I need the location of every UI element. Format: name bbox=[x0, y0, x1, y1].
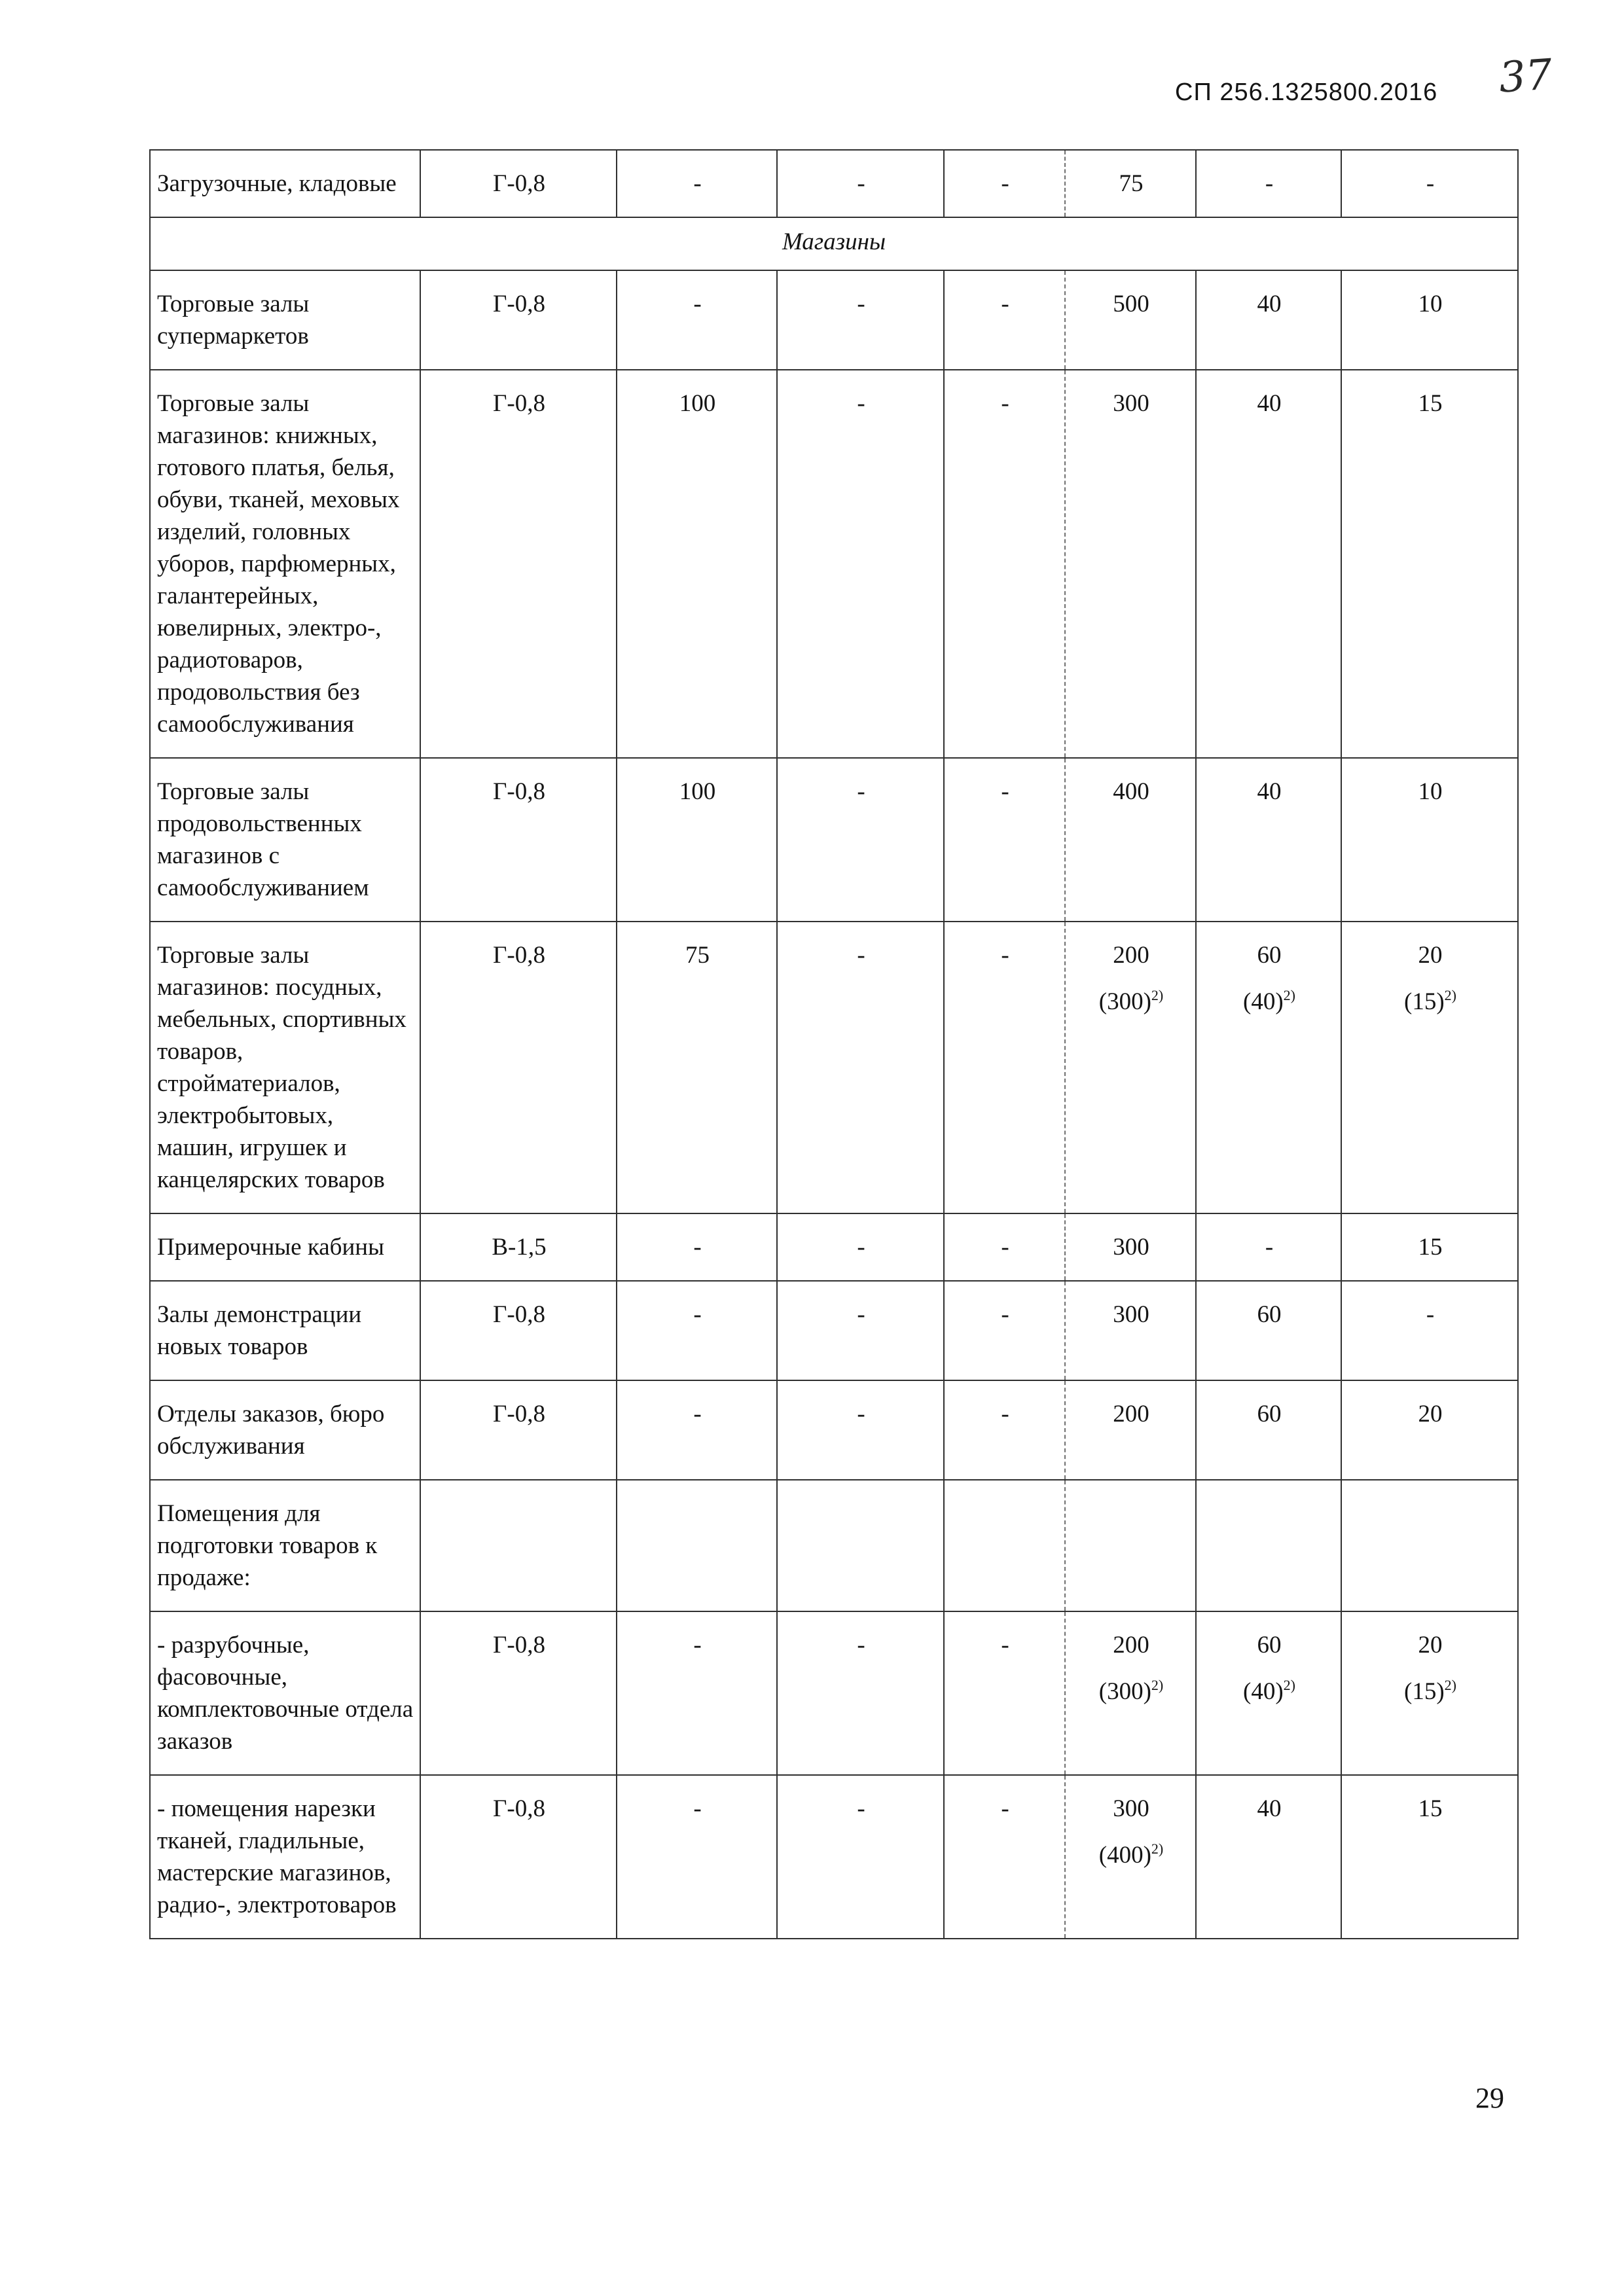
value-cell bbox=[1196, 1611, 1341, 1775]
value-text: - bbox=[1001, 1795, 1009, 1822]
value-cell bbox=[1065, 1775, 1196, 1939]
room-type-cell: Помещения для подготовки товаров к продаже: bbox=[150, 1480, 420, 1611]
value-cell bbox=[1341, 1380, 1518, 1480]
value-text: Г-0,8 bbox=[493, 942, 545, 969]
room-type-cell: Торговые залы магазинов: посудных, мебельных, спортивных товаров, стройматериалов, электробытовых, машин, игрушек и канцелярских товаров bbox=[150, 922, 420, 1213]
alternative-value bbox=[1203, 1676, 1335, 1708]
value-cell bbox=[944, 758, 1065, 922]
alternative-value bbox=[1203, 986, 1335, 1018]
value-cell bbox=[420, 370, 617, 758]
room-type-cell: Торговые залы продовольственных магазинов с самообслуживанием bbox=[150, 758, 420, 922]
alternative-value-text: (300) bbox=[1098, 988, 1151, 1015]
document-code: СП 256.1325800.2016 bbox=[1175, 79, 1438, 106]
value-cell bbox=[1341, 270, 1518, 370]
value-cell bbox=[1341, 1213, 1518, 1281]
value-cell bbox=[1065, 1480, 1196, 1611]
value-text: 200 bbox=[1113, 942, 1149, 969]
section-title: Магазины bbox=[150, 217, 1518, 270]
value-text: - bbox=[857, 942, 865, 969]
value-cell bbox=[944, 1213, 1065, 1281]
value-text: - bbox=[693, 291, 702, 317]
value-text: - bbox=[693, 1632, 702, 1659]
value-text: 200 bbox=[1113, 1401, 1149, 1427]
value-cell bbox=[777, 1480, 944, 1611]
value-cell bbox=[777, 1213, 944, 1281]
value-cell bbox=[1065, 150, 1196, 217]
value-text: 60 bbox=[1257, 1301, 1282, 1328]
value-text: - bbox=[857, 390, 865, 417]
value-cell bbox=[420, 1480, 617, 1611]
value-cell bbox=[420, 1611, 617, 1775]
value-text: - bbox=[1265, 1234, 1274, 1261]
value-cell bbox=[944, 1611, 1065, 1775]
value-cell bbox=[1341, 1775, 1518, 1939]
value-text: - bbox=[1426, 170, 1435, 197]
value-text: 15 bbox=[1418, 1234, 1443, 1261]
lighting-norms-table bbox=[149, 149, 1519, 1939]
footnote-mark: 2) bbox=[1151, 987, 1164, 1003]
value-cell bbox=[1196, 1281, 1341, 1380]
value-cell bbox=[617, 1213, 777, 1281]
table-row bbox=[150, 1775, 1518, 1939]
alternative-value-text: (400) bbox=[1098, 1842, 1151, 1869]
footnote-mark: 2) bbox=[1283, 1677, 1295, 1693]
value-text: Г-0,8 bbox=[493, 1401, 545, 1427]
table-row bbox=[150, 1480, 1518, 1611]
value-cell bbox=[1341, 758, 1518, 922]
value-cell bbox=[1196, 758, 1341, 922]
value-text: - bbox=[1001, 1632, 1009, 1659]
value-text: 100 bbox=[679, 778, 716, 805]
value-cell bbox=[1196, 1480, 1341, 1611]
value-text: 60 bbox=[1257, 1632, 1282, 1659]
table-row bbox=[150, 1380, 1518, 1480]
value-text: 60 bbox=[1257, 1401, 1282, 1427]
value-text: 300 bbox=[1113, 1795, 1149, 1822]
value-cell bbox=[1065, 270, 1196, 370]
value-cell bbox=[1341, 150, 1518, 217]
value-cell bbox=[617, 1480, 777, 1611]
handwritten-page-mark: 37 bbox=[1497, 50, 1554, 103]
value-cell bbox=[1065, 1281, 1196, 1380]
value-cell bbox=[420, 1281, 617, 1380]
value-cell bbox=[1196, 1213, 1341, 1281]
value-text: 15 bbox=[1418, 1795, 1443, 1822]
value-cell bbox=[944, 150, 1065, 217]
footnote-mark: 2) bbox=[1151, 1677, 1164, 1693]
value-text: - bbox=[857, 291, 865, 317]
value-cell bbox=[420, 1380, 617, 1480]
value-text: - bbox=[857, 778, 865, 805]
value-cell bbox=[777, 150, 944, 217]
value-cell bbox=[617, 1775, 777, 1939]
table-row bbox=[150, 922, 1518, 1213]
value-text: - bbox=[857, 1632, 865, 1659]
table-row bbox=[150, 370, 1518, 758]
value-cell bbox=[1196, 922, 1341, 1213]
value-text: 100 bbox=[679, 390, 716, 417]
table-body-before-section bbox=[150, 150, 1518, 217]
value-text: 75 bbox=[685, 942, 710, 969]
value-cell bbox=[777, 758, 944, 922]
value-cell bbox=[1065, 1611, 1196, 1775]
value-cell bbox=[777, 270, 944, 370]
value-cell bbox=[420, 758, 617, 922]
table-row bbox=[150, 1611, 1518, 1775]
value-text: Г-0,8 bbox=[493, 1632, 545, 1659]
alternative-value-text: (300) bbox=[1098, 1678, 1151, 1705]
value-text: - bbox=[857, 1234, 865, 1261]
value-cell bbox=[944, 1775, 1065, 1939]
value-text: - bbox=[1426, 1301, 1435, 1328]
value-cell bbox=[617, 922, 777, 1213]
value-text: 200 bbox=[1113, 1632, 1149, 1659]
table-row bbox=[150, 270, 1518, 370]
room-type-cell: Торговые залы супермаркетов bbox=[150, 270, 420, 370]
table-row bbox=[150, 1281, 1518, 1380]
value-cell bbox=[777, 1611, 944, 1775]
value-cell bbox=[1341, 370, 1518, 758]
page-number: 29 bbox=[1475, 2082, 1504, 2114]
value-cell bbox=[1341, 1281, 1518, 1380]
value-cell bbox=[617, 1281, 777, 1380]
value-cell bbox=[777, 370, 944, 758]
value-text: 40 bbox=[1257, 1795, 1282, 1822]
alternative-value bbox=[1072, 986, 1190, 1018]
value-text: - bbox=[1001, 778, 1009, 805]
value-cell bbox=[617, 1611, 777, 1775]
value-cell bbox=[777, 1775, 944, 1939]
value-cell bbox=[1341, 922, 1518, 1213]
value-cell bbox=[1196, 370, 1341, 758]
value-text: - bbox=[1265, 170, 1274, 197]
alternative-value bbox=[1072, 1676, 1190, 1708]
footnote-mark: 2) bbox=[1283, 987, 1295, 1003]
value-text: В-1,5 bbox=[492, 1234, 547, 1261]
value-text: - bbox=[1001, 942, 1009, 969]
value-text: - bbox=[1001, 170, 1009, 197]
value-text: - bbox=[693, 1301, 702, 1328]
value-cell bbox=[617, 1380, 777, 1480]
value-cell bbox=[420, 1775, 617, 1939]
value-cell bbox=[1065, 758, 1196, 922]
value-text: Г-0,8 bbox=[493, 170, 545, 197]
footnote-mark: 2) bbox=[1444, 1677, 1456, 1693]
value-cell bbox=[1341, 1480, 1518, 1611]
value-cell bbox=[617, 370, 777, 758]
room-type-cell: - помещения нарезки тканей, гладильные, мастерские магазинов, радио-, электротоваров bbox=[150, 1775, 420, 1939]
value-cell bbox=[617, 758, 777, 922]
value-text: - bbox=[693, 170, 702, 197]
value-text: - bbox=[693, 1401, 702, 1427]
value-text: 10 bbox=[1418, 778, 1443, 805]
table-row bbox=[150, 758, 1518, 922]
value-text: - bbox=[1001, 1401, 1009, 1427]
value-cell bbox=[420, 922, 617, 1213]
value-cell bbox=[617, 150, 777, 217]
value-text: 60 bbox=[1257, 942, 1282, 969]
footnote-mark: 2) bbox=[1151, 1840, 1164, 1857]
value-cell bbox=[1065, 370, 1196, 758]
value-text: - bbox=[693, 1234, 702, 1261]
value-cell bbox=[944, 1281, 1065, 1380]
value-cell bbox=[944, 922, 1065, 1213]
value-text: - bbox=[1001, 1234, 1009, 1261]
value-text: - bbox=[1001, 390, 1009, 417]
alternative-value-text: (40) bbox=[1243, 1678, 1284, 1705]
value-cell bbox=[1341, 1611, 1518, 1775]
value-text: 20 bbox=[1418, 1632, 1443, 1659]
value-cell bbox=[944, 1480, 1065, 1611]
value-text: 40 bbox=[1257, 778, 1282, 805]
table-row bbox=[150, 1213, 1518, 1281]
alternative-value-text: (15) bbox=[1404, 1678, 1445, 1705]
value-text: 40 bbox=[1257, 390, 1282, 417]
value-text: - bbox=[693, 1795, 702, 1822]
footnote-mark: 2) bbox=[1444, 987, 1456, 1003]
alternative-value-text: (15) bbox=[1404, 988, 1445, 1015]
value-cell bbox=[1065, 1380, 1196, 1480]
room-type-cell: Отделы заказов, бюро обслуживания bbox=[150, 1380, 420, 1480]
value-cell bbox=[777, 1281, 944, 1380]
value-cell bbox=[420, 270, 617, 370]
value-text: Г-0,8 bbox=[493, 291, 545, 317]
table-body-shops bbox=[150, 270, 1518, 1939]
value-text: 75 bbox=[1119, 170, 1144, 197]
value-text: 300 bbox=[1113, 390, 1149, 417]
value-text: 10 bbox=[1418, 291, 1443, 317]
value-text: Г-0,8 bbox=[493, 1301, 545, 1328]
value-cell bbox=[1065, 1213, 1196, 1281]
value-cell bbox=[420, 1213, 617, 1281]
value-text: 300 bbox=[1113, 1301, 1149, 1328]
value-cell bbox=[1196, 270, 1341, 370]
room-type-cell: Торговые залы магазинов: книжных, готового платья, белья, обуви, тканей, меховых изделий, головных уборов, парфюмерных, галантерейных, ювелирных, электро-, радиотоваров, продовольствия без самообслуживания bbox=[150, 370, 420, 758]
alternative-value-text: (40) bbox=[1243, 988, 1284, 1015]
value-cell bbox=[777, 922, 944, 1213]
value-text: 15 bbox=[1418, 390, 1443, 417]
value-text: - bbox=[1001, 1301, 1009, 1328]
value-cell bbox=[1196, 1380, 1341, 1480]
value-text: 500 bbox=[1113, 291, 1149, 317]
value-text: - bbox=[857, 1401, 865, 1427]
value-cell bbox=[617, 270, 777, 370]
room-type-cell: Загрузочные, кладовые bbox=[150, 150, 420, 217]
table-row bbox=[150, 150, 1518, 217]
room-type-cell: Примерочные кабины bbox=[150, 1213, 420, 1281]
section-row bbox=[150, 217, 1518, 270]
value-text: 400 bbox=[1113, 778, 1149, 805]
value-text: - bbox=[1001, 291, 1009, 317]
value-cell bbox=[777, 1380, 944, 1480]
value-text: Г-0,8 bbox=[493, 778, 545, 805]
alternative-value bbox=[1348, 986, 1512, 1018]
room-type-cell: Залы демонстрации новых товаров bbox=[150, 1281, 420, 1380]
table-section bbox=[150, 217, 1518, 270]
alternative-value bbox=[1348, 1676, 1512, 1708]
value-text: Г-0,8 bbox=[493, 1795, 545, 1822]
value-text: 20 bbox=[1418, 1401, 1443, 1427]
value-cell bbox=[944, 370, 1065, 758]
value-text: - bbox=[857, 1301, 865, 1328]
value-text: - bbox=[857, 170, 865, 197]
value-text: 300 bbox=[1113, 1234, 1149, 1261]
value-cell bbox=[1196, 150, 1341, 217]
value-cell bbox=[420, 150, 617, 217]
room-type-cell: - разрубочные, фасовочные, комплектовочные отдела заказов bbox=[150, 1611, 420, 1775]
value-text: Г-0,8 bbox=[493, 390, 545, 417]
value-cell bbox=[944, 1380, 1065, 1480]
value-cell bbox=[944, 270, 1065, 370]
value-text: 20 bbox=[1418, 942, 1443, 969]
value-cell bbox=[1065, 922, 1196, 1213]
alternative-value bbox=[1072, 1839, 1190, 1871]
value-text: 40 bbox=[1257, 291, 1282, 317]
value-text: - bbox=[857, 1795, 865, 1822]
value-cell bbox=[1196, 1775, 1341, 1939]
